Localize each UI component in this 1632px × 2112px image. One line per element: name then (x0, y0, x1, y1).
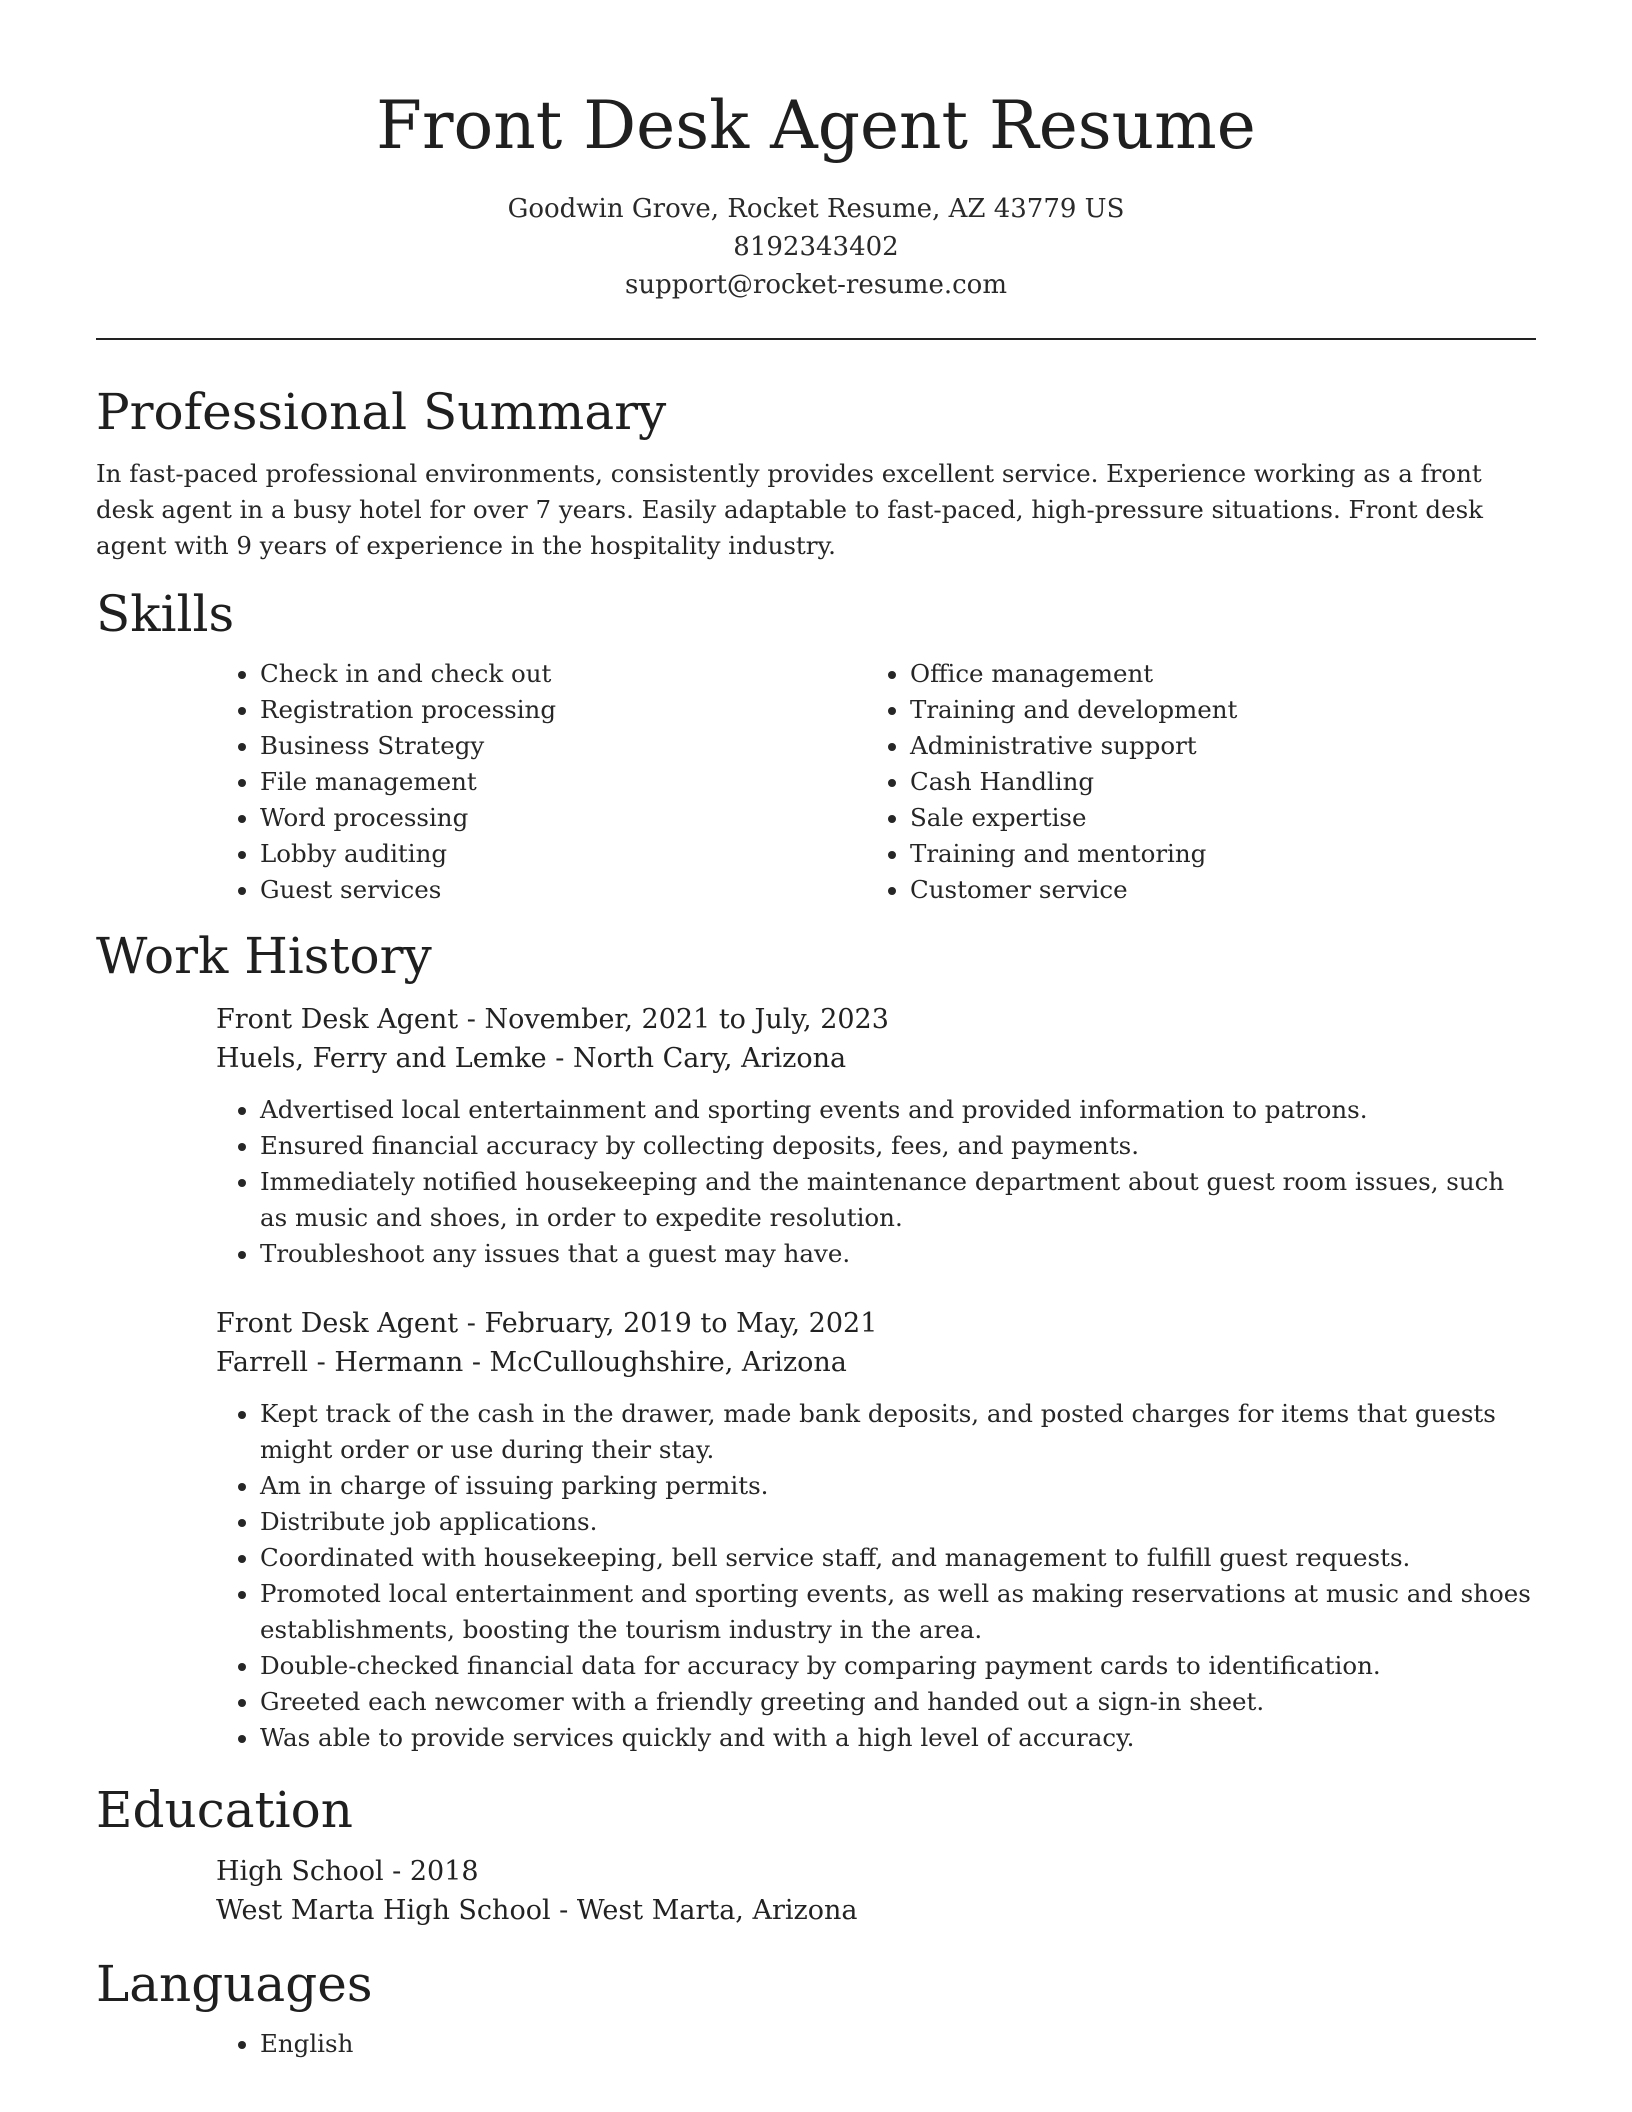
languages-section (96, 1954, 1536, 2062)
summary-section (96, 382, 1536, 564)
skill-item: • Cash Handling (910, 764, 1516, 800)
skills-list-left (216, 656, 866, 908)
summary-text: In fast-paced professional environments, consistently provides excellent service. Experience working as a front desk agent in a busy hotel for over 7 years. Easily adaptable to fast-paced, high-pressure situations. Front desk agent with 9 years of experience in the hospitality industry. (96, 459, 1484, 560)
education-entry (216, 1852, 1536, 1930)
job-position: Front Desk Agent (216, 1004, 459, 1035)
skill-item: • Lobby auditing (260, 836, 866, 872)
education-school: West Marta High School (216, 1895, 551, 1926)
job-duties-list (216, 1396, 1536, 1756)
job-duty: • Am in charge of issuing parking permits. (260, 1468, 1536, 1504)
skill-item: • Office management (910, 656, 1516, 692)
job-duty: • Coordinated with housekeeping, bell service staff, and management to fulfill guest requests. (260, 1540, 1536, 1576)
skill-item: • Registration processing (260, 692, 866, 728)
job-location: - North Cary, Arizona (546, 1043, 847, 1074)
job-duty: • Double-checked financial data for accuracy by comparing payment cards to identification. (260, 1648, 1536, 1684)
job-duty: • Immediately notified housekeeping and the maintenance department about guest room issues, such as music and shoes, in order to expedite resolution. (260, 1164, 1536, 1236)
skill-item: • Check in and check out (260, 656, 866, 692)
education-school-line (216, 1891, 1536, 1930)
job-duty: • Distribute job applications. (260, 1504, 1536, 1540)
skill-item: • Sale expertise (910, 800, 1516, 836)
job-location: - McCulloughshire, Arizona (463, 1347, 847, 1378)
skill-item: • Business Strategy (260, 728, 866, 764)
header-divider (96, 338, 1536, 340)
job-duty: • Promoted local entertainment and sporting events, as well as making reservations at music and shoes establishments, boosting the tourism industry in the area. (260, 1576, 1536, 1648)
skill-item: • Customer service (910, 872, 1516, 908)
skill-item: • Word processing (260, 800, 866, 836)
job-company: Farrell - Hermann (216, 1347, 464, 1378)
skill-item: • Training and development (910, 692, 1516, 728)
skills-list-right (866, 656, 1516, 908)
education-location: - West Marta, Arizona (550, 1895, 858, 1926)
resume-title: Front Desk Agent Resume (376, 87, 1256, 164)
resume-header (96, 0, 1536, 304)
language-item: • English (260, 2026, 1536, 2062)
skills-heading: Skills (96, 585, 235, 643)
resume-page (96, 0, 1536, 2062)
job-position: Front Desk Agent (216, 1308, 459, 1339)
languages-heading: Languages (96, 1955, 373, 2013)
summary-heading: Professional Summary (96, 383, 667, 441)
skills-grid (216, 656, 1536, 908)
education-heading: Education (96, 1781, 353, 1839)
work-history-section (96, 926, 1536, 1756)
skill-item: • Guest services (260, 872, 866, 908)
skills-section (96, 584, 1536, 908)
skill-item: • Training and mentoring (910, 836, 1516, 872)
work-history-heading: Work History (96, 927, 432, 985)
job-duty: • Was able to provide services quickly and with a high level of accuracy. (260, 1720, 1536, 1756)
job-duty: • Advertised local entertainment and sporting events and provided information to patrons. (260, 1092, 1536, 1128)
job-entry (216, 1304, 1536, 1756)
contact-block (96, 190, 1536, 304)
job-duty: • Ensured financial accuracy by collecting deposits, fees, and payments. (260, 1128, 1536, 1164)
contact-address: Goodwin Grove, Rocket Resume, AZ 43779 US (507, 194, 1125, 224)
job-duty: • Troubleshoot any issues that a guest may have. (260, 1236, 1536, 1272)
education-degree: High School (216, 1856, 384, 1887)
job-title-line (216, 1304, 1536, 1343)
job-company-line (216, 1343, 1536, 1382)
contact-phone: 8192343402 (733, 232, 899, 262)
job-company-line (216, 1039, 1536, 1078)
languages-list (216, 2026, 1536, 2062)
job-title-line (216, 1000, 1536, 1039)
education-section (96, 1780, 1536, 1930)
skill-item: • File management (260, 764, 866, 800)
contact-email: support@rocket-resume.com (624, 270, 1007, 300)
education-year: - 2018 (383, 1856, 479, 1887)
job-duty: • Greeted each newcomer with a friendly greeting and handed out a sign-in sheet. (260, 1684, 1536, 1720)
job-dates: - November, 2021 to July, 2023 (458, 1004, 889, 1035)
job-entry (216, 1000, 1536, 1272)
job-company: Huels, Ferry and Lemke (216, 1043, 547, 1074)
education-degree-line (216, 1852, 1536, 1891)
job-duties-list (216, 1092, 1536, 1272)
job-duty: • Kept track of the cash in the drawer, made bank deposits, and posted charges for items that guests might order or use during their stay. (260, 1396, 1536, 1468)
skill-item: • Administrative support (910, 728, 1516, 764)
job-dates: - February, 2019 to May, 2021 (458, 1308, 878, 1339)
